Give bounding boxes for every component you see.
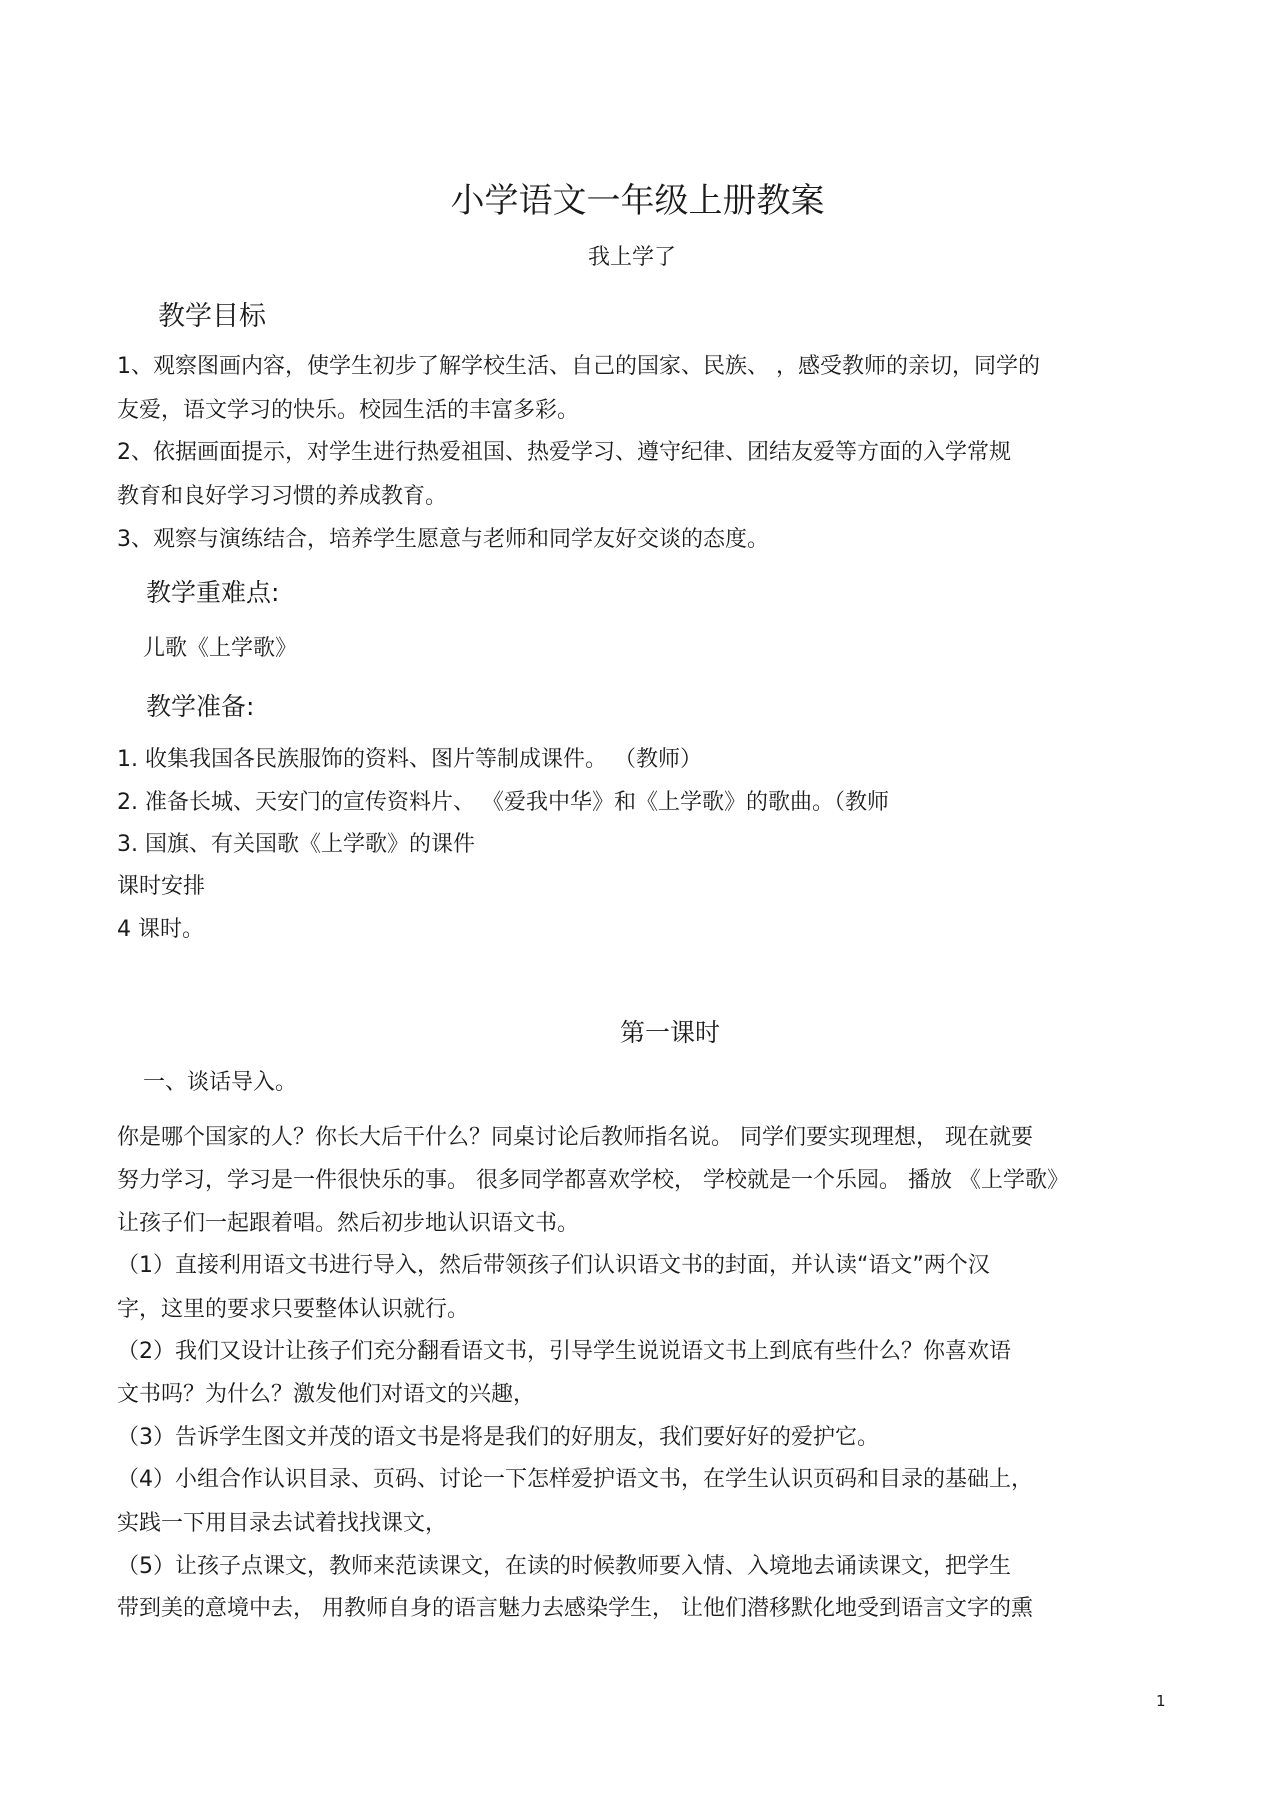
- objectives-heading: 教学目标: [158, 301, 266, 332]
- lesson-heading: 第一课时: [620, 1018, 721, 1047]
- key-points-heading: 教学重难点:: [146, 578, 280, 607]
- objective-2a: 2、依据画面提示，对学生进行热爱祖国、热爱学习、遵守纪律、团结友爱等方面的入学常规: [117, 440, 1012, 465]
- para-1b: 努力学习，学习是一件很快乐的事。 很多同学都喜欢学校， 学校就是一个乐园。 播放 《上学歌》: [117, 1168, 1069, 1193]
- step-2a: （2）我们又设计让孩子们充分翻看语文书，引导学生说说语文书上到底有些什么？你喜欢语: [117, 1339, 1012, 1364]
- objective-1b: 友爱，语文学习的快乐。校园生活的丰富多彩。: [117, 398, 580, 423]
- page-number: 1: [1156, 1692, 1166, 1710]
- step-5b: 带到美的意境中去， 用教师自身的语言魅力去感染学生， 让他们潜移默化地受到语言文字的熏: [117, 1596, 1033, 1621]
- para-1a: 你是哪个国家的人？你长大后干什么？同桌讨论后教师指名说。 同学们要实现理想， 现在就要: [117, 1125, 1033, 1150]
- schedule-heading: 课时安排: [117, 874, 206, 899]
- step-4b: 实践一下用目录去试着找找课文，: [117, 1511, 448, 1536]
- step-4a: （4）小组合作认识目录、页码、讨论一下怎样爱护语文书，在学生认识页码和目录的基础上，: [117, 1467, 1034, 1492]
- document-subtitle: 我上学了: [588, 245, 677, 270]
- step-5a: （5）让孩子点课文，教师来范读课文，在读的时候教师要入情、入境地去诵读课文，把学生: [117, 1554, 1012, 1579]
- step-3: （3）告诉学生图文并茂的语文书是将是我们的好朋友，我们要好好的爱护它。: [117, 1425, 879, 1450]
- para-1c: 让孩子们一起跟着唱。然后初步地认识语文书。: [117, 1211, 580, 1236]
- schedule-text: 4 课时。: [117, 917, 204, 942]
- key-points-text: 儿歌《上学歌》: [143, 636, 298, 661]
- step-1b: 字，这里的要求只要整体认识就行。: [117, 1297, 470, 1322]
- objective-1a: 1、观察图画内容，使学生初步了解学校生活、自己的国家、民族、 ，感受教师的亲切，同学的: [117, 354, 1040, 379]
- objective-2b: 教育和良好学习习惯的养成教育。: [117, 484, 448, 509]
- step-1a: （1）直接利用语文书进行导入，然后带领孩子们认识语文书的封面，并认读“语文”两个汉: [117, 1253, 990, 1278]
- prep-item-2: 2. 准备长城、天安门的宣传资料片、 《爱我中华》和《上学歌》的歌曲。（教师: [117, 790, 889, 815]
- prep-heading: 教学准备:: [146, 692, 255, 721]
- part-1-heading: 一、谈话导入。: [143, 1070, 298, 1095]
- document-title: 小学语文一年级上册教案: [450, 181, 825, 221]
- prep-item-3: 3. 国旗、有关国歌《上学歌》的课件: [117, 832, 475, 857]
- objective-3: 3、观察与演练结合，培养学生愿意与老师和同学友好交谈的态度。: [117, 527, 769, 552]
- prep-item-1: 1. 收集我国各民族服饰的资料、图片等制成课件。 （教师）: [117, 747, 702, 772]
- step-2b: 文书吗？为什么？激发他们对语文的兴趣，: [117, 1382, 536, 1407]
